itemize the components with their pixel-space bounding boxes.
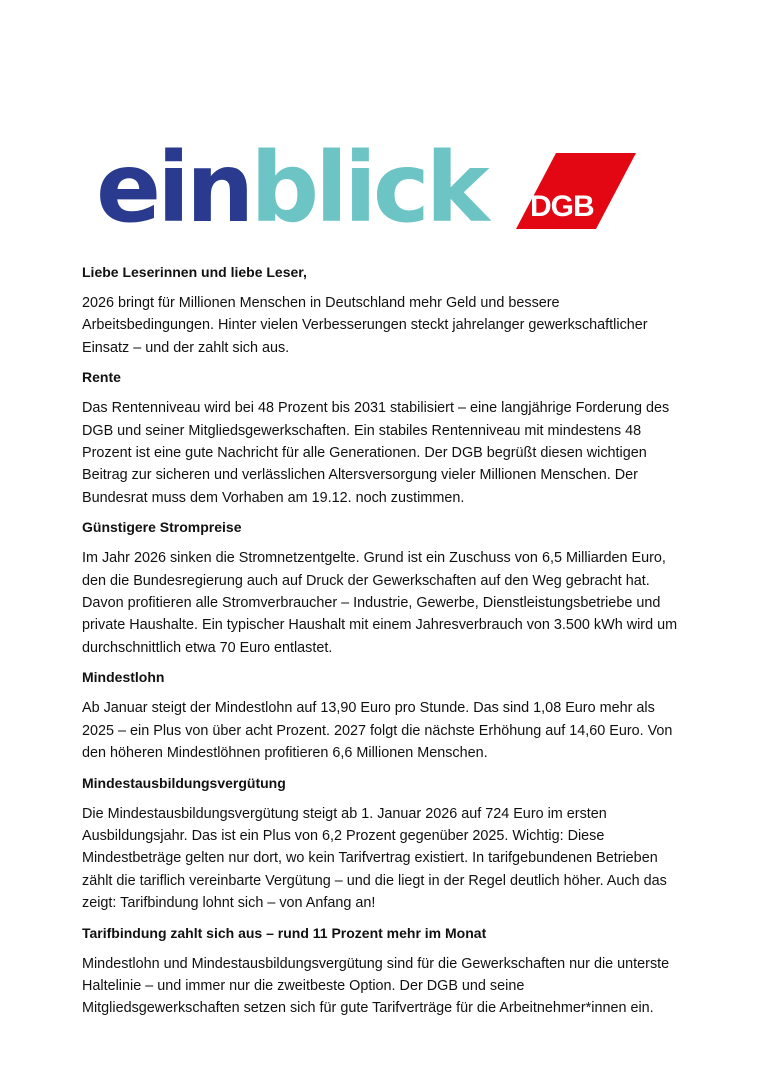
section-heading-tarifbindung: Tarifbindung zahlt sich aus – rund 11 Prozent mehr im Monat <box>82 924 487 941</box>
section-body-strompreise: Im Jahr 2026 sinken die Stromnetzentgelte. Grund ist ein Zuschuss von 6,5 Milliarden Euro, den die Bundesregierung auch auf Druck der Gewerkschaften auf den Weg gebracht hat. Davon profitieren alle Stromverbraucher – Industrie, Gewerbe, Dienstleistungsbetriebe und private Haushalte. Ein typischer Haushalt mit einem Jahresverbrauch von 3.500 kWh wird um durchschnittlich etwa 70 Euro entlastet. <box>82 550 678 656</box>
section-heading-rente: Rente <box>82 369 121 386</box>
logo-part-blick: blick <box>250 132 486 244</box>
greeting: Liebe Leserinnen und liebe Leser, <box>82 264 307 280</box>
section-body-mindestausbildungsverguetung: Die Mindestausbildungsvergütung steigt ab 1. Januar 2026 auf 724 Euro im ersten Ausbildungsjahr. Das ist ein Plus von 6,2 Prozent gegenüber 2025. Wichtig: Diese Mindestbeträge gelten nur dort, wo kein Tarifvertrag existiert. In tarifgebundenen Betrieben zählt die tariflich vereinbarte Vergütung – und die liegt in der Regel deutlich höher. Auch das zeigt: Tarifbindung lohnt sich – von Anfang an! <box>82 805 667 912</box>
section-body-rente: Das Rentenniveau wird bei 48 Prozent bis 2031 stabilisiert – eine langjährige Forderung des DGB und seiner Mitgliedsgewerkschaften. Ein stabiles Rentenniveau mit mindestens 48 Prozent ist eine gute Nachricht für alle Generationen. Der DGB begrüßt diesen wichtigen Beitrag zur sicheren und verlässlichen Altersversorgung vieler Millionen Menschen. Der Bundesrat muss dem Vorhaben am 19.12. noch zustimmen. <box>82 400 670 506</box>
section-body-tarifbindung: Mindestlohn und Mindestausbildungsvergütung sind für die Gewerkschaften nur die unterste Haltelinie – und immer nur die zweitbeste Option. Der DGB und seine Mitgliedsgewerkschaften setzen sich für gute Tarifverträge für die Arbeitnehmer*innen ein. <box>82 955 670 1017</box>
masthead <box>0 0 763 250</box>
section-heading-mindestausbildungsverguetung: Mindestausbildungsvergütung <box>82 774 286 791</box>
newsletter-content <box>82 262 682 1028</box>
section-heading-strompreise: Günstigere Strompreise <box>82 519 242 536</box>
logo-part-ein: ein <box>96 132 251 244</box>
section-heading-mindestlohn: Mindestlohn <box>82 669 165 686</box>
intro-paragraph: 2026 bringt für Millionen Menschen in Deutschland mehr Geld und bessere Arbeitsbedingungen. Hinter vielen Verbesserungen steckt jahrelanger gewerkschaftlicher Einsatz – und der zahlt sich aus. <box>82 295 648 356</box>
einblick-logo <box>96 132 486 244</box>
section-body-mindestlohn: Ab Januar steigt der Mindestlohn auf 13,90 Euro pro Stunde. Das sind 1,08 Euro mehr als 2025 – ein Plus von über acht Prozent. 2027 folgt die nächste Erhöhung auf 14,60 Euro. Von den höheren Mindestlöhnen profitieren 6,6 Millionen Menschen. <box>82 700 673 762</box>
dgb-logo-label: DGB <box>530 190 594 223</box>
